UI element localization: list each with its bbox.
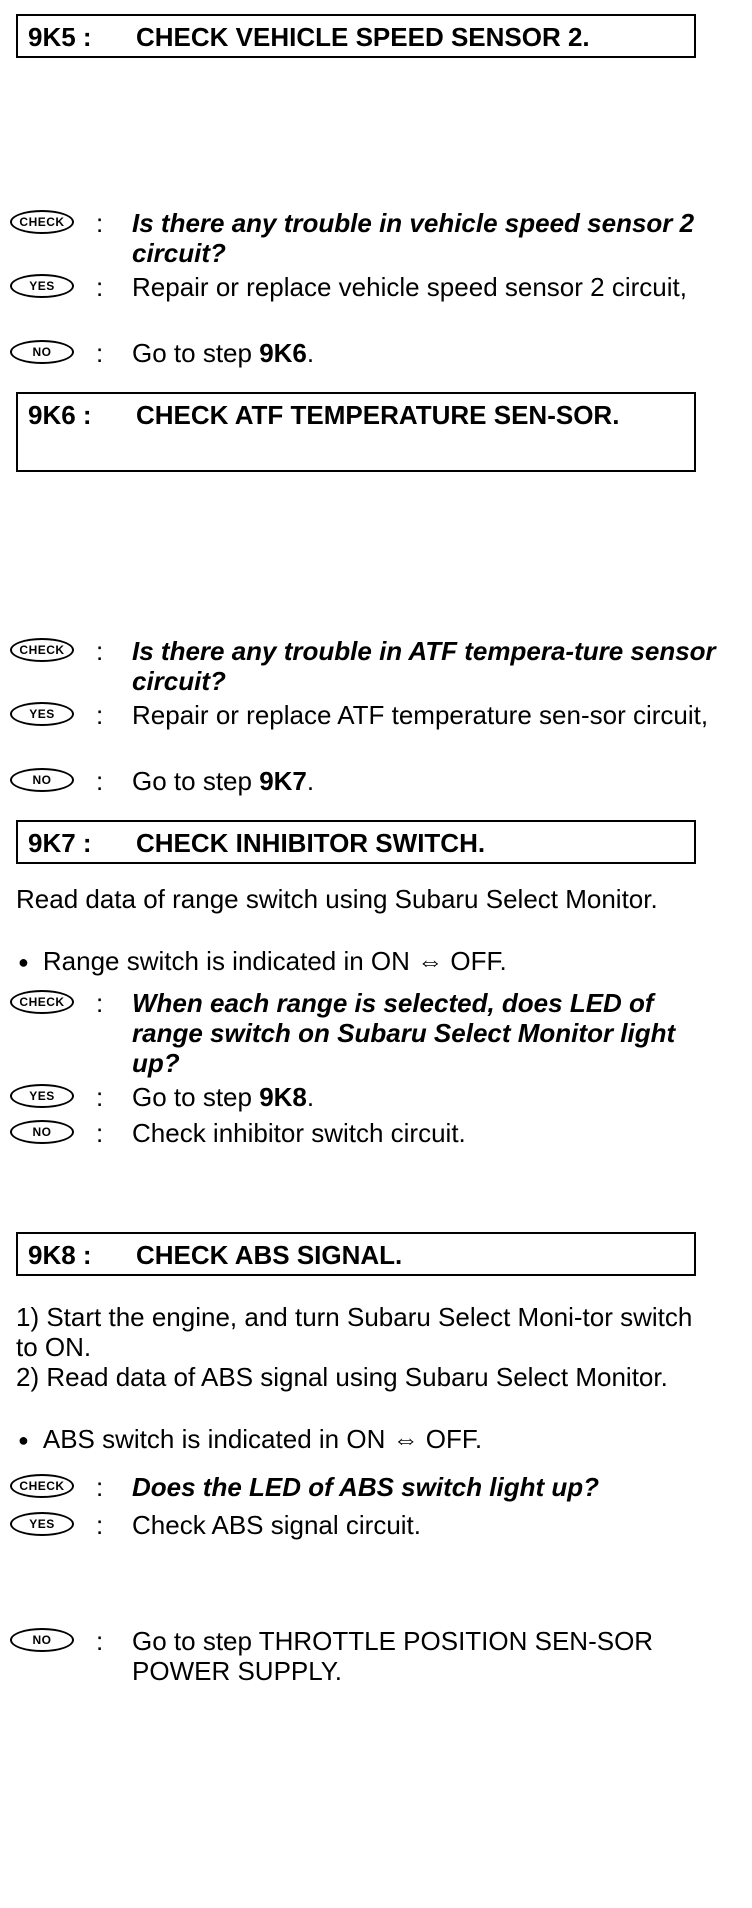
yes-row-9k7: YES : Go to step 9K8.	[10, 1082, 730, 1114]
yes-answer: Repair or replace vehicle speed sensor 2 circuit,	[132, 272, 687, 302]
step-header-9k5	[16, 14, 696, 58]
yes-badge-icon: YES	[10, 274, 74, 298]
yes-answer: Repair or replace ATF temperature sen-sor circuit,	[132, 700, 709, 730]
step-title: CHECK VEHICLE SPEED SENSOR 2.	[136, 22, 590, 52]
step-title: CHECK INHIBITOR SWITCH.	[136, 828, 486, 858]
yes-row-9k8: YES : Check ABS signal circuit.	[10, 1510, 730, 1542]
no-row-9k6: NO : Go to step 9K7.	[10, 766, 730, 798]
yes-answer: Go to step 9K8.	[132, 1082, 315, 1112]
no-row-9k5: NO : Go to step 9K6.	[10, 338, 730, 370]
no-row-9k7: NO : Check inhibitor switch circuit.	[10, 1118, 730, 1150]
step-header-9k8	[16, 1232, 696, 1276]
no-answer: Go to step THROTTLE POSITION SEN-SOR POWER SUPPLY.	[132, 1626, 654, 1686]
no-badge-icon: NO	[10, 768, 74, 792]
check-row-9k6: CHECK : Is there any trouble in ATF tempera-ture sensor circuit?	[10, 636, 730, 698]
check-badge-icon: CHECK	[10, 210, 74, 234]
check-row-9k5: CHECK : Is there any trouble in vehicle speed sensor 2 circuit?	[10, 208, 730, 270]
yes-row-9k6: YES : Repair or replace ATF temperature sen-sor circuit,	[10, 700, 730, 762]
step-2-paragraph-9k8: 2) Read data of ABS signal using Subaru Select Monitor.	[16, 1362, 668, 1392]
intro-paragraph-9k7: Read data of range switch using Subaru Select Monitor.	[16, 884, 658, 914]
step-title: CHECK ATF TEMPERATURE SEN-SOR.	[136, 400, 620, 430]
step-1-paragraph-9k8: 1) Start the engine, and turn Subaru Select Moni-tor switch to ON.	[16, 1302, 693, 1362]
no-badge-icon: NO	[10, 1120, 74, 1144]
check-row-9k8: CHECK : Does the LED of ABS switch light up?	[10, 1472, 730, 1504]
yes-answer: Check ABS signal circuit.	[132, 1510, 422, 1540]
yes-badge-icon: YES	[10, 1084, 74, 1108]
bullet-9k8: ● ABS switch is indicated in ON ⇔ OFF.	[18, 1424, 483, 1454]
check-question: When each range is selected, does LED of range switch on Subaru Select Monitor light up?	[132, 988, 676, 1078]
no-badge-icon: NO	[10, 1628, 74, 1652]
check-badge-icon: CHECK	[10, 990, 74, 1014]
bullet-icon: ●	[18, 1430, 29, 1450]
no-answer: Go to step 9K7.	[132, 766, 315, 796]
check-question: Is there any trouble in ATF tempera-ture sensor circuit?	[132, 636, 716, 696]
yes-badge-icon: YES	[10, 1512, 74, 1536]
no-badge-icon: NO	[10, 340, 74, 364]
no-row-9k8: NO : Go to step THROTTLE POSITION SEN-SOR POWER SUPPLY.	[10, 1626, 730, 1688]
yes-badge-icon: YES	[10, 702, 74, 726]
bullet-icon: ●	[18, 952, 29, 972]
step-code: 9K7 :	[28, 828, 92, 858]
check-question: Does the LED of ABS switch light up?	[132, 1472, 600, 1502]
step-header-9k7	[16, 820, 696, 864]
yes-row-9k5: YES : Repair or replace vehicle speed sensor 2 circuit,	[10, 272, 730, 334]
no-answer: Go to step 9K6.	[132, 338, 315, 368]
check-badge-icon: CHECK	[10, 1474, 74, 1498]
check-row-9k7: CHECK : When each range is selected, does LED of range switch on Subaru Select Monitor light up?	[10, 988, 730, 1080]
bullet-9k7: ● Range switch is indicated in ON ⇔ OFF.	[18, 946, 507, 976]
step-code: 9K6 :	[28, 400, 92, 430]
step-code: 9K5 :	[28, 22, 92, 52]
no-answer: Check inhibitor switch circuit.	[132, 1118, 466, 1148]
step-code: 9K8 :	[28, 1240, 92, 1270]
check-question: Is there any trouble in vehicle speed sensor 2 circuit?	[132, 208, 695, 268]
step-title: CHECK ABS SIGNAL.	[136, 1240, 403, 1270]
step-header-9k6	[16, 392, 696, 472]
check-badge-icon: CHECK	[10, 638, 74, 662]
